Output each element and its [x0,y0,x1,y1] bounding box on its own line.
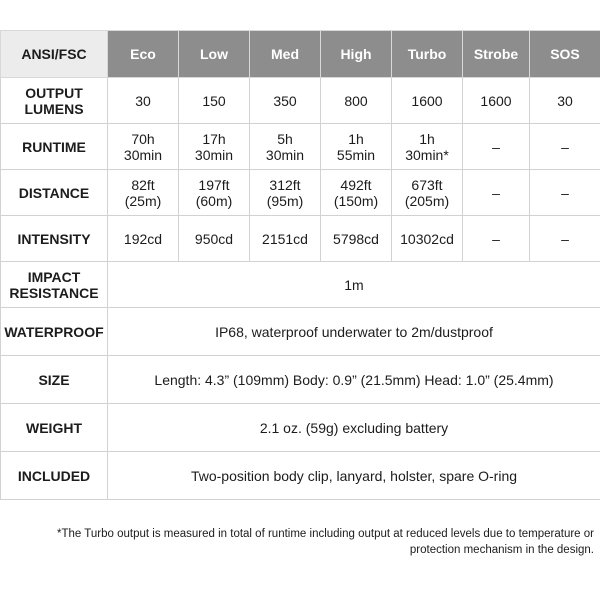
row-size [1,356,600,404]
cell-value: 192cd [108,216,179,262]
cell-value: 150 [179,78,250,124]
cell-value: 10302cd [392,216,463,262]
header-mode-eco: Eco [108,31,179,78]
row-label: INTENSITY [1,216,108,262]
row-label: OUTPUT LUMENS [1,78,108,124]
cell-value-wide: Length: 4.3” (109mm) Body: 0.9” (21.5mm) Head: 1.0” (25.4mm) [108,356,600,404]
header-corner-cell: ANSI/FSC [1,31,108,78]
cell-value: 1600 [463,78,530,124]
spec-table [0,30,600,500]
cell-value: 350 [250,78,321,124]
cell-value: 673ft (205m) [392,170,463,216]
row-runtime [1,124,600,170]
cell-value: 17h 30min [179,124,250,170]
cell-value-wide: 1m [108,262,600,308]
cell-value: 82ft (25m) [108,170,179,216]
cell-value: 30 [108,78,179,124]
cell-value: 197ft (60m) [179,170,250,216]
header-mode-high: High [321,31,392,78]
footnote [0,526,594,558]
cell-value: 70h 30min [108,124,179,170]
header-row [1,31,600,78]
cell-value: 312ft (95m) [250,170,321,216]
footnote-line: protection mechanism in the design. [409,544,594,556]
footnote-line: *The Turbo output is measured in total of runtime including output at reduced levels due to temperature or [57,528,594,540]
header-mode-strobe: Strobe [463,31,530,78]
row-label: RUNTIME [1,124,108,170]
row-label: INCLUDED [1,452,108,500]
cell-value-wide: IP68, waterproof underwater to 2m/dustproof [108,308,600,356]
row-weight [1,404,600,452]
header-mode-sos: SOS [530,31,600,78]
cell-value: 800 [321,78,392,124]
cell-value: 1600 [392,78,463,124]
cell-value: 5798cd [321,216,392,262]
row-label: WATERPROOF [1,308,108,356]
row-label: IMPACT RESISTANCE [1,262,108,308]
cell-value: – [463,216,530,262]
row-included [1,452,600,500]
row-output-lumens [1,78,600,124]
header-mode-low: Low [179,31,250,78]
header-mode-turbo: Turbo [392,31,463,78]
row-label: WEIGHT [1,404,108,452]
cell-value: 950cd [179,216,250,262]
cell-value: – [530,216,600,262]
cell-value: – [463,124,530,170]
cell-value: 1h 30min* [392,124,463,170]
cell-value: 492ft (150m) [321,170,392,216]
cell-value: – [530,124,600,170]
cell-value: 2151cd [250,216,321,262]
cell-value: 30 [530,78,600,124]
cell-value: 1h 55min [321,124,392,170]
cell-value: 5h 30min [250,124,321,170]
row-distance [1,170,600,216]
cell-value-wide: Two-position body clip, lanyard, holster, spare O-ring [108,452,600,500]
row-label: SIZE [1,356,108,404]
row-intensity [1,216,600,262]
row-label: DISTANCE [1,170,108,216]
header-mode-med: Med [250,31,321,78]
cell-value: – [463,170,530,216]
cell-value-wide: 2.1 oz. (59g) excluding battery [108,404,600,452]
cell-value: – [530,170,600,216]
row-waterproof [1,308,600,356]
row-impact-resistance [1,262,600,308]
